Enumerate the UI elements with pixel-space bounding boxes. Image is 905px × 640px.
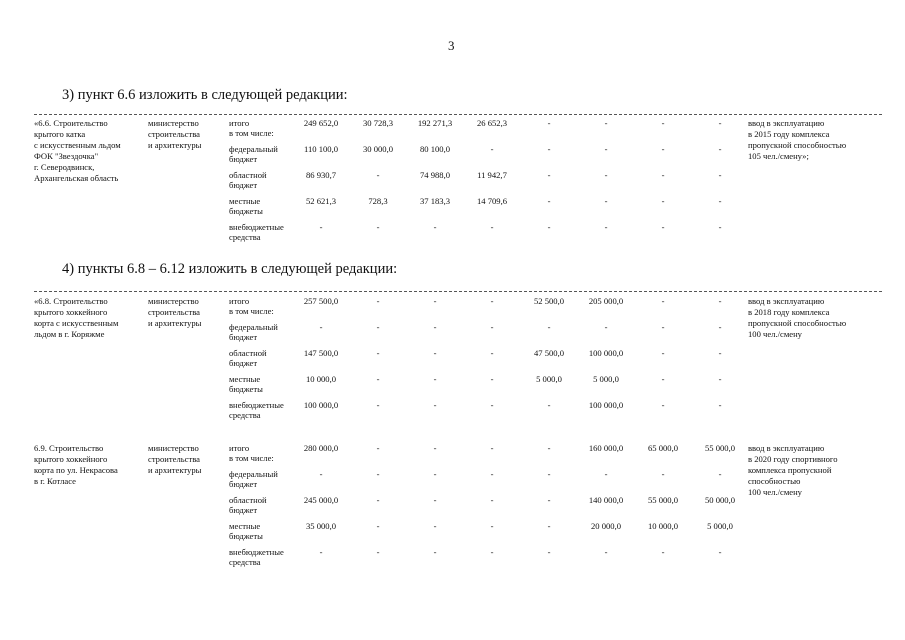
table-row (0, 170, 905, 192)
amount-cell: - (547, 547, 551, 557)
table-row (0, 222, 905, 244)
expected-result: ввод в эксплуатацию в 2015 году комплекса пропускной способностью 105 чел./смену»; (748, 118, 847, 161)
amount-cell: 52 621,3 (305, 196, 337, 206)
responsible-ministry: министерство строительства и архитектуры (148, 118, 202, 150)
amount-cell: 100 000,0 (588, 400, 624, 410)
amount-cell: 55 000,0 (647, 495, 679, 505)
amount-cell: 257 500,0 (303, 296, 339, 306)
amount-cell: 728,3 (368, 196, 388, 206)
amount-cell: - (604, 547, 608, 557)
expected-result: ввод в эксплуатацию в 2020 году спортивного комплекса пропускной способностью 100 чел./смену (748, 443, 838, 497)
table-row (0, 296, 905, 318)
table-row (0, 118, 905, 140)
amount-cell: 147 500,0 (303, 348, 339, 358)
amount-cell: 35 000,0 (305, 521, 337, 531)
table-rule (34, 114, 882, 115)
amount-cell: - (604, 222, 608, 232)
amount-cell: - (319, 469, 323, 479)
page-number: 3 (448, 38, 455, 53)
amount-cell: - (376, 222, 380, 232)
amount-cell: - (547, 222, 551, 232)
amount-cell: - (376, 400, 380, 410)
amount-cell: - (661, 322, 665, 332)
amount-cell: - (661, 400, 665, 410)
amount-cell: - (661, 170, 665, 180)
project-name: «6.8. Строительство крытого хоккейного корта с искусственным льдом в г. Коряжме (34, 296, 119, 339)
funding-source: итого в том числе: (229, 296, 274, 316)
amount-cell: 20 000,0 (590, 521, 622, 531)
funding-source: местные бюджеты (229, 196, 263, 216)
amount-cell: - (718, 196, 722, 206)
funding-source: областной бюджет (229, 495, 267, 515)
funding-source: итого в том числе: (229, 118, 274, 138)
amount-cell: 10 000,0 (647, 521, 679, 531)
amount-cell: - (718, 170, 722, 180)
funding-source: областной бюджет (229, 348, 267, 368)
amount-cell: - (661, 118, 665, 128)
amount-cell: 74 988,0 (419, 170, 451, 180)
funding-source: федеральный бюджет (229, 469, 278, 489)
table-row (0, 144, 905, 166)
amount-cell: 55 000,0 (704, 443, 736, 453)
funding-source: федеральный бюджет (229, 144, 278, 164)
amount-cell: - (433, 495, 437, 505)
amount-cell: - (433, 400, 437, 410)
amount-cell: - (718, 400, 722, 410)
amount-cell: - (376, 495, 380, 505)
amount-cell: 10 000,0 (305, 374, 337, 384)
amount-cell: - (604, 144, 608, 154)
amount-cell: - (376, 170, 380, 180)
project-name: 6.9. Строительство крытого хоккейного корта по ул. Некрасова в г. Котласе (34, 443, 118, 486)
amount-cell: - (604, 170, 608, 180)
amount-cell: 30 728,3 (362, 118, 394, 128)
amount-cell: - (661, 296, 665, 306)
amount-cell: 249 652,0 (303, 118, 339, 128)
amount-cell: 26 652,3 (476, 118, 508, 128)
amount-cell: - (376, 374, 380, 384)
table-row (0, 521, 905, 543)
amount-cell: 37 183,3 (419, 196, 451, 206)
amount-cell: - (661, 469, 665, 479)
expected-result: ввод в эксплуатацию в 2018 году комплекса пропускной способностью 100 чел./смену (748, 296, 847, 339)
table-rule (34, 291, 882, 292)
funding-source: федеральный бюджет (229, 322, 278, 342)
amount-cell: - (433, 296, 437, 306)
amount-cell: - (319, 547, 323, 557)
amount-cell: - (604, 118, 608, 128)
amount-cell: - (547, 170, 551, 180)
amount-cell: 100 000,0 (303, 400, 339, 410)
amount-cell: - (433, 222, 437, 232)
amount-cell: - (376, 521, 380, 531)
amount-cell: - (319, 322, 323, 332)
amount-cell: 14 709,6 (476, 196, 508, 206)
amount-cell: - (718, 222, 722, 232)
amount-cell: - (661, 374, 665, 384)
amount-cell: - (490, 547, 494, 557)
amount-cell: - (376, 547, 380, 557)
amount-cell: - (718, 144, 722, 154)
amount-cell: 160 000,0 (588, 443, 624, 453)
amount-cell: 205 000,0 (588, 296, 624, 306)
amount-cell: - (319, 222, 323, 232)
amount-cell: - (718, 348, 722, 358)
amount-cell: - (661, 144, 665, 154)
amount-cell: - (490, 296, 494, 306)
amount-cell: - (661, 222, 665, 232)
amount-cell: - (490, 443, 494, 453)
amount-cell: - (490, 322, 494, 332)
amount-cell: - (547, 118, 551, 128)
amount-cell: - (433, 521, 437, 531)
amount-cell: - (490, 495, 494, 505)
table-row (0, 469, 905, 491)
amount-cell: - (718, 118, 722, 128)
amount-cell: 50 000,0 (704, 495, 736, 505)
amount-cell: - (376, 296, 380, 306)
amount-cell: - (547, 144, 551, 154)
table-row (0, 400, 905, 422)
amount-cell: - (604, 469, 608, 479)
funding-source: областной бюджет (229, 170, 267, 190)
amount-cell: - (433, 469, 437, 479)
amount-cell: - (547, 495, 551, 505)
amount-cell: - (718, 547, 722, 557)
amount-cell: - (490, 374, 494, 384)
amount-cell: - (718, 374, 722, 384)
table-row (0, 495, 905, 517)
project-name: «6.6. Строительство крытого катка с искусственным льдом ФОК "Звездочка" г. Северодвинск, Архангельская область (34, 118, 121, 183)
table-row (0, 443, 905, 465)
table-row (0, 547, 905, 569)
funding-source: внебюджетные средства (229, 222, 284, 242)
responsible-ministry: министерство строительства и архитектуры (148, 443, 202, 475)
amount-cell: 5 000,0 (707, 521, 733, 531)
responsible-ministry: министерство строительства и архитектуры (148, 296, 202, 328)
amount-cell: - (547, 469, 551, 479)
amount-cell: - (490, 400, 494, 410)
amount-cell: - (433, 547, 437, 557)
amount-cell: - (604, 196, 608, 206)
amount-cell: 110 100,0 (303, 144, 339, 154)
amount-cell: - (376, 322, 380, 332)
funding-source: местные бюджеты (229, 521, 263, 541)
funding-source: внебюджетные средства (229, 547, 284, 567)
table-row (0, 196, 905, 218)
amount-cell: - (661, 547, 665, 557)
amount-cell: - (433, 374, 437, 384)
amount-cell: - (547, 322, 551, 332)
amount-cell: - (490, 469, 494, 479)
amount-cell: - (490, 144, 494, 154)
amount-cell: - (490, 348, 494, 358)
amount-cell: - (490, 521, 494, 531)
amount-cell: - (433, 443, 437, 453)
amount-cell: - (604, 322, 608, 332)
amount-cell: - (547, 443, 551, 453)
amount-cell: - (376, 443, 380, 453)
amount-cell: - (376, 469, 380, 479)
amount-cell: - (547, 521, 551, 531)
amount-cell: - (718, 322, 722, 332)
amount-cell: - (490, 222, 494, 232)
amount-cell: 52 500,0 (533, 296, 565, 306)
amount-cell: - (718, 469, 722, 479)
amount-cell: - (661, 348, 665, 358)
amount-cell: - (376, 348, 380, 358)
amount-cell: 245 000,0 (303, 495, 339, 505)
amount-cell: - (433, 348, 437, 358)
section-4-heading: 4) пункты 6.8 – 6.12 изложить в следующей редакции: (62, 261, 398, 277)
amount-cell: 100 000,0 (588, 348, 624, 358)
amount-cell: - (433, 322, 437, 332)
amount-cell: 80 100,0 (419, 144, 451, 154)
amount-cell: 30 000,0 (362, 144, 394, 154)
amount-cell: 11 942,7 (477, 170, 507, 180)
amount-cell: - (547, 400, 551, 410)
funding-source: итого в том числе: (229, 443, 274, 463)
funding-source: местные бюджеты (229, 374, 263, 394)
section-3-heading: 3) пункт 6.6 изложить в следующей редакции: (62, 87, 348, 103)
amount-cell: 86 930,7 (305, 170, 337, 180)
amount-cell: 280 000,0 (303, 443, 339, 453)
table-row (0, 348, 905, 370)
amount-cell: 5 000,0 (536, 374, 562, 384)
amount-cell: 65 000,0 (647, 443, 679, 453)
amount-cell: 47 500,0 (533, 348, 565, 358)
amount-cell: - (547, 196, 551, 206)
amount-cell: - (661, 196, 665, 206)
amount-cell: 192 271,3 (417, 118, 453, 128)
table-row (0, 322, 905, 344)
funding-source: внебюджетные средства (229, 400, 284, 420)
table-row (0, 374, 905, 396)
amount-cell: 140 000,0 (588, 495, 624, 505)
amount-cell: 5 000,0 (593, 374, 619, 384)
amount-cell: - (718, 296, 722, 306)
